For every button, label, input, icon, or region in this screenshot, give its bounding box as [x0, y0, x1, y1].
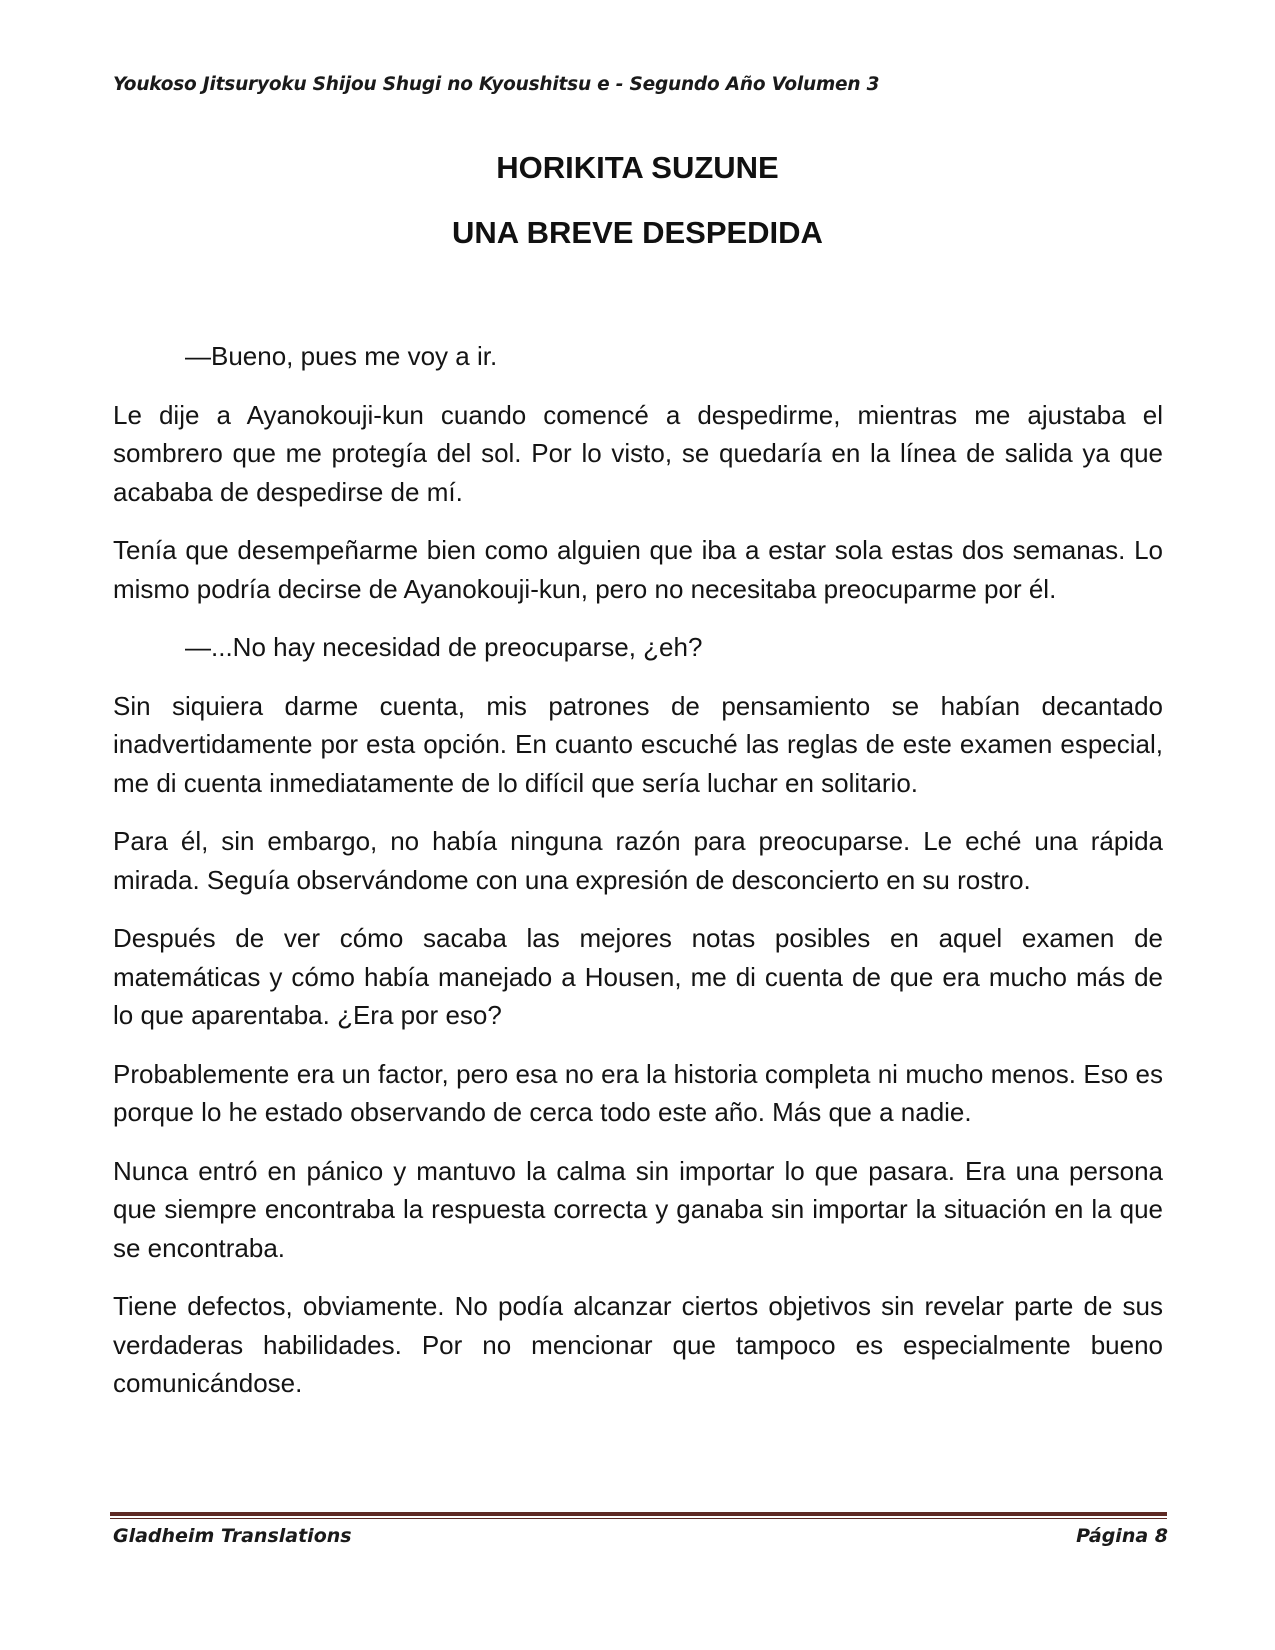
- paragraph: Para él, sin embargo, no había ninguna razón para preocuparse. Le eché una rápida mirada. Seguía observándome con una expresión de desconcierto en su rostro.: [113, 826, 1163, 895]
- paragraph: Después de ver cómo sacaba las mejores notas posibles en aquel examen de matemáticas y cómo había manejado a Housen, me di cuenta de que era mucho más de lo que aparentaba. ¿Era por eso?: [113, 923, 1163, 1030]
- paragraph: Sin siquiera darme cuenta, mis patrones de pensamiento se habían decantado inadvertidamente por esta opción. En cuanto escuché las reglas de este examen especial, me di cuenta inmediatamente de lo difícil que sería luchar en solitario.: [113, 690, 1163, 798]
- paragraph-dialogue: —Bueno, pues me voy a ir.: [185, 341, 498, 371]
- paragraph: Probablemente era un factor, pero esa no era la historia completa ni mucho menos. Eso es porque lo he estado observando de cerca todo este año. Más que a nadie.: [113, 1058, 1163, 1127]
- running-header: Youkoso Jitsuryoku Shijou Shugi no Kyoushitsu e - Segundo Año Volumen 3: [113, 74, 880, 95]
- paragraph-dialogue: —...No hay necesidad de preocuparse, ¿eh?: [185, 632, 703, 662]
- chapter-title-character: HORIKITA SUZUNE: [496, 150, 779, 185]
- body-text: [113, 337, 1163, 1423]
- paragraph: Le dije a Ayanokouji-kun cuando comencé a despedirme, mientras me ajustaba el sombrero que me protegía del sol. Por lo visto, se quedaría en la línea de salida ya que acababa de despedirse de mí.: [113, 399, 1163, 507]
- footer-rule-thick: [110, 1512, 1167, 1516]
- paragraph: Nunca entró en pánico y mantuvo la calma sin importar lo que pasara. Era una persona que siempre encontraba la respuesta correcta y ganaba sin importar la situación en la que se encontraba.: [113, 1155, 1163, 1263]
- footer-translator: Gladheim Translations: [113, 1525, 352, 1547]
- footer-rule-thin: [110, 1518, 1167, 1519]
- chapter-title-subtitle: UNA BREVE DESPEDIDA: [452, 215, 823, 250]
- footer-page-number: Página 8: [1076, 1525, 1168, 1547]
- paragraph: Tiene defectos, obviamente. No podía alcanzar ciertos objetivos sin revelar parte de sus verdaderas habilidades. Por no mencionar que tampoco es especialmente bueno comunicándose.: [113, 1291, 1163, 1398]
- paragraph: Tenía que desempeñarme bien como alguien que iba a estar sola estas dos semanas. Lo mismo podría decirse de Ayanokouji-kun, pero no necesitaba preocuparme por él.: [113, 535, 1163, 604]
